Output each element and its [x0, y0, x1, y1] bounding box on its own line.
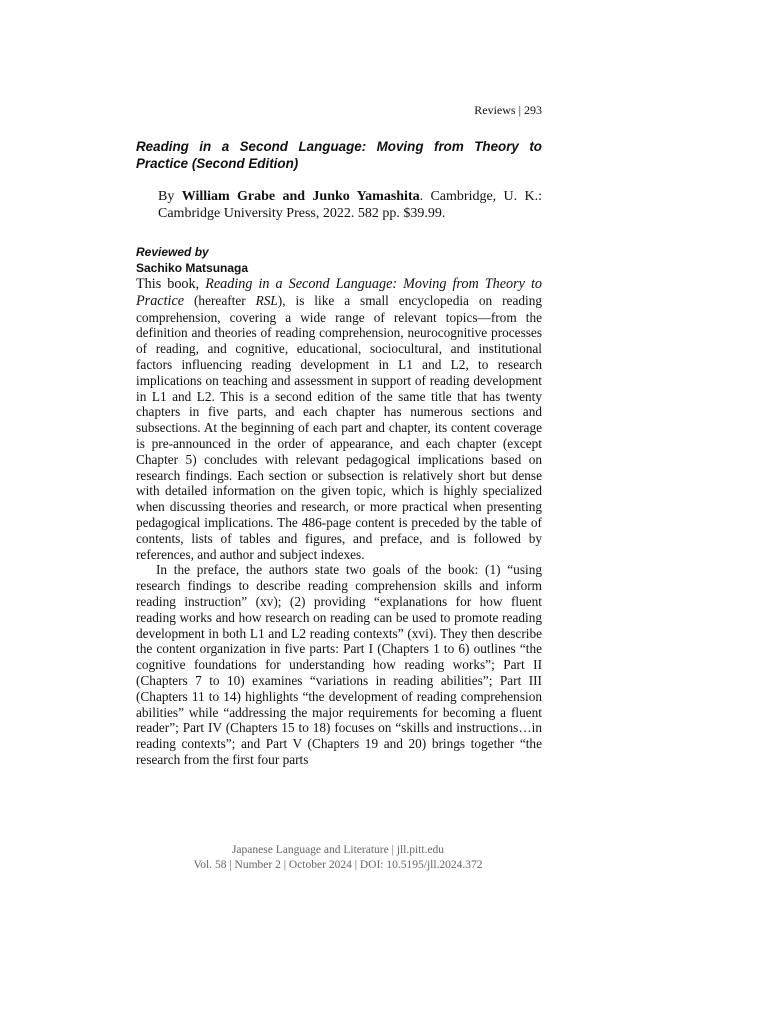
paragraph-lead: This book, — [136, 276, 206, 292]
reviewed-by-label: Reviewed by — [136, 245, 209, 259]
review-body — [136, 276, 542, 768]
paragraph-1 — [136, 276, 542, 562]
paragraph-1-rest: ), is like a small encyclopedia on reading comprehension, covering a wide range of relevant topics—from the definition and theories of reading comprehension, neurocognitive processes of reading, and cognitive, educational, sociocultural, and institutional factors influencing reading development in L1 and L2, to research implications on teaching and assessment in support of reading development in L1 and L2. This is a second edition of the same title that has twenty chapters in five parts, and each chapter has numerous sections and subsections. At the beginning of each part and chapter, its content coverage is pre-announced in the order of appearance, and each chapter (except Chapter 5) concludes with relevant pedagogical implications based on research findings. Each section or subsection is relatively short but dense with detailed information on the given topic, which is highly specialized when discussing theories and research, or more practical when presenting pedagogical implications. The 486-page content is preceded by the table of contents, lists of tables and figures, and preface, and is followed by references, and author and subject indexes. — [136, 292, 542, 562]
paragraph-2: In the preface, the authors state two goals of the book: (1) “using research findings to describe reading comprehension skills and inform reading instruction” (xv); (2) providing “explanations for how fluent reading works and how research on reading can be used to promote reading development in both L1 and L2 reading contexts” (xvi). They then describe the content organization in five parts: Part I (Chapters 1 to 6) outlines “the cognitive foundations for understanding how reading works”; Part II (Chapters 7 to 10) examines “variations in reading abilities”; Part III (Chapters 11 to 14) highlights “the development of reading comprehension abilities” while “addressing the major requirements for becoming a fluent reader”; Part IV (Chapters 15 to 18) focuses on “skills and instructions…in reading contexts”; and Part V (Chapters 19 and 20) brings together “the research from the first four parts — [136, 562, 542, 767]
book-title-inline: Reading in a Second Language: Moving from Theory to Practice — [136, 276, 542, 309]
book-authors: William Grabe and Junko Yamashita — [181, 189, 420, 204]
review-book-title: Reading in a Second Language: Moving from Theory to Practice (Second Edition) — [136, 139, 542, 171]
footer-issue-line: Vol. 58 | Number 2 | October 2024 | DOI: 10.5195/jll.2024.372 — [193, 859, 483, 871]
book-citation — [158, 188, 542, 222]
footer-journal-line: Japanese Language and Literature | jll.pitt.edu — [231, 844, 445, 856]
reviewer-name: Sachiko Matsunaga — [136, 261, 249, 275]
publication-details: . Cambridge, U. K.: Cambridge University Press, 2022. 582 pp. $39.99. — [158, 189, 542, 221]
running-header: Reviews | 293 — [474, 103, 542, 117]
hereafter-text: (hereafter — [184, 292, 256, 308]
page-footer — [0, 843, 676, 873]
abbreviation: RSL — [255, 292, 278, 308]
byline-by: By — [158, 189, 182, 204]
